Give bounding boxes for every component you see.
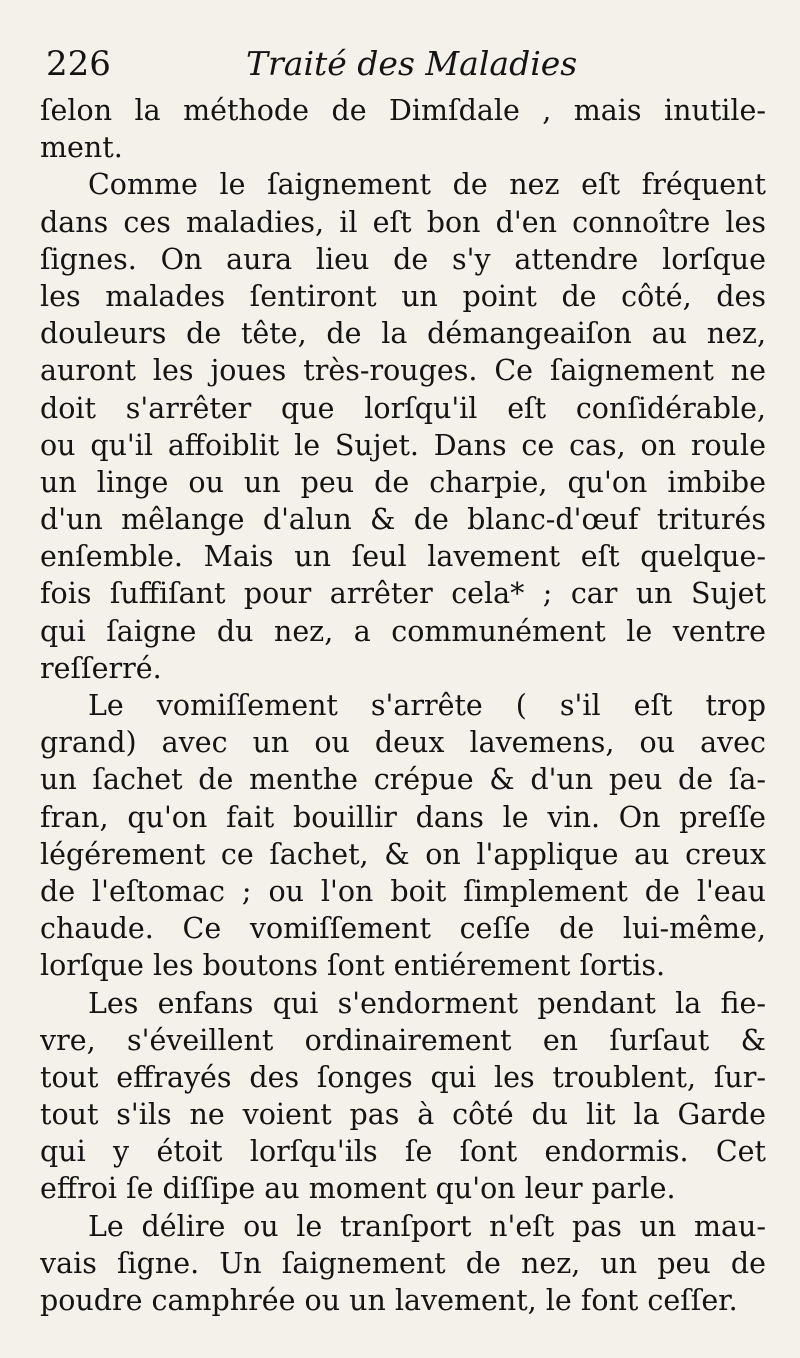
text-line: un ſachet de menthe crépue & d'un peu de ſa- bbox=[40, 763, 766, 797]
text-line: ſignes. On aura lieu de s'y attendre lorſque bbox=[40, 242, 766, 276]
text-line: ment. bbox=[40, 131, 123, 165]
page-header bbox=[46, 40, 766, 90]
text-line: dans ces maladies, il eſt bon d'en connoître les bbox=[40, 205, 766, 239]
text-line: vre, s'éveillent ordinairement en ſurſaut & bbox=[40, 1023, 766, 1057]
running-title: Traité des Maladies bbox=[246, 44, 578, 83]
text-line: doit s'arrêter que lorſqu'il eſt conſidérable, bbox=[40, 391, 766, 425]
text-line: tout s'ils ne voient pas à côté du lit la Garde bbox=[40, 1098, 766, 1132]
text-line: effroi ſe diſſipe au moment qu'on leur parle. bbox=[40, 1172, 676, 1206]
text-line: grand) avec un ou deux lavemens, ou avec bbox=[40, 726, 766, 760]
text-line: ſelon la méthode de Dimſdale , mais inutile- bbox=[40, 94, 766, 127]
text-line: légérement ce ſachet, & on l'applique au creux bbox=[40, 837, 766, 871]
text-line: qui ſaigne du nez, a communément le ventre bbox=[40, 614, 766, 648]
text-line: auront les joues très-rouges. Ce ſaignement ne bbox=[40, 354, 766, 388]
body-text bbox=[40, 92, 766, 1319]
text-line: un linge ou un peu de charpie, qu'on imbibe bbox=[40, 465, 766, 499]
text-line: Les enfans qui s'endorment pendant la fie- bbox=[88, 986, 766, 1020]
text-line: fois ſuffiſant pour arrêter cela* ; car un Sujet bbox=[40, 577, 766, 611]
text-line: de l'eſtomac ; ou l'on boit ſimplement de l'eau bbox=[40, 874, 766, 908]
text-line: lorſque les boutons ſont entiérement ſortis. bbox=[40, 949, 666, 983]
text-line: chaude. Ce vomiſſement ceſſe de lui-même, bbox=[40, 912, 766, 946]
text-line: fran, qu'on fait bouillir dans le vin. On preſſe bbox=[40, 800, 766, 834]
text-line: tout effrayés des ſonges qui les troublent, ſur- bbox=[40, 1060, 766, 1094]
text-line: Le vomiſſement s'arrête ( s'il eſt trop bbox=[88, 689, 766, 722]
text-line: Le délire ou le tranſport n'eſt pas un mau- bbox=[88, 1209, 766, 1243]
text-line: poudre camphrée ou un lavement, le font ceſſer. bbox=[40, 1284, 738, 1317]
text-line: qui y étoit lorſqu'ils ſe ſont endormis. Cet bbox=[40, 1135, 766, 1169]
text-line: les malades ſentiront un point de côté, des bbox=[40, 279, 766, 313]
text-line: reſſerré. bbox=[40, 651, 162, 685]
text-line: enſemble. Mais un ſeul lavement eſt quelque- bbox=[40, 540, 766, 574]
page-number: 226 bbox=[46, 44, 111, 84]
text-line: ou qu'il affoiblit le Sujet. Dans ce cas, on roule bbox=[40, 428, 766, 462]
text-line: Comme le ſaignement de nez eſt fréquent bbox=[88, 168, 766, 202]
text-line: d'un mêlange d'alun & de blanc-d'œuf triturés bbox=[40, 503, 766, 537]
text-line: douleurs de tête, de la démangeaiſon au nez, bbox=[40, 317, 766, 351]
text-line: vais ſigne. Un ſaignement de nez, un peu de bbox=[40, 1246, 766, 1280]
